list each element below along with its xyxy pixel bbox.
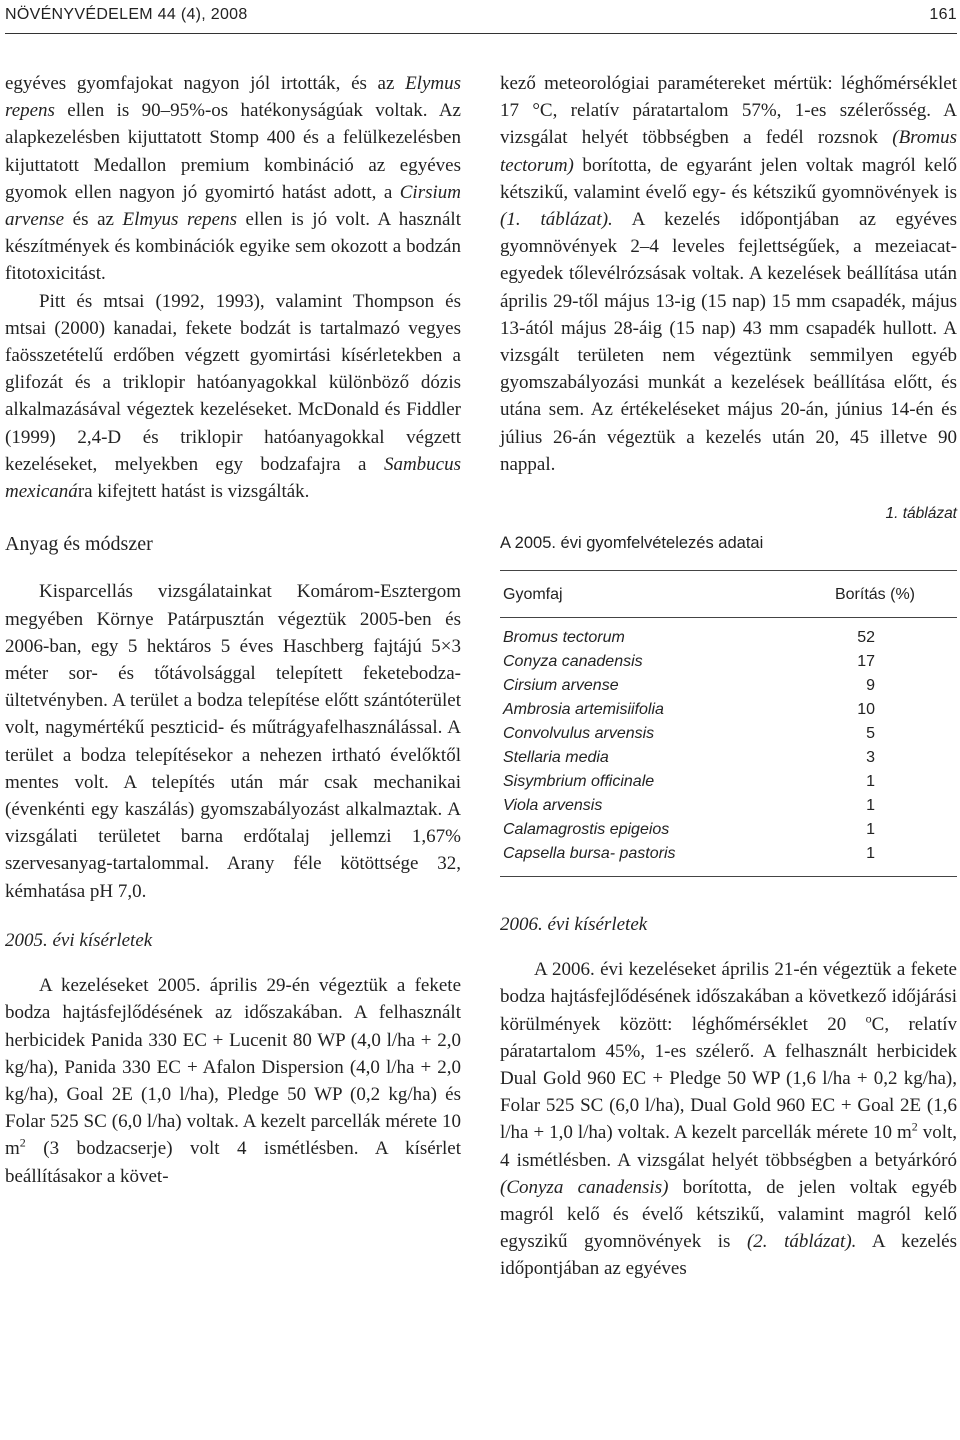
cover-cell: 3: [866, 749, 875, 767]
species-cell: Calamagrostis epigeios: [503, 821, 670, 839]
cover-cell: 52: [857, 629, 875, 647]
section-heading: Anyag és módszer: [5, 533, 153, 556]
paragraph: A kezeléseket 2005. április 29-én végeztük a fekete bodza hajtásfejlődésének az időszakában. A felhasznált herbicidek Panida 330 EC + Lucenit 80 WP (4,0 l/ha + 2,0 kg/ha), Panida 330 EC + Afalon Dispersion (4,0 l/ha + 2,0 kg/ha), Goal 2E (1,0 l/ha), Pledge 50 WP (0,2 kg/ha) és Folar 525 SC (6,0 l/ha) voltak. A kezelt parcellák mérete 10 $m^2$ (3 bodzacserje) volt 4 ismétlésben. A kísérlet beállításakor a követ-: [5, 975, 461, 1187]
species-cell: Conyza canadensis: [503, 653, 643, 671]
column-header-species: Gyomfaj: [500, 571, 770, 618]
running-header: [5, 4, 957, 28]
table-row: [500, 842, 957, 877]
cover-cell: 9: [866, 677, 875, 695]
cover-cell: 1: [770, 842, 957, 877]
table-row: [500, 746, 957, 770]
journal-citation: NÖVÉNYVÉDELEM 44 (4), 2008: [5, 6, 248, 23]
table-row: [500, 674, 957, 698]
cover-cell: 1: [866, 797, 875, 815]
paragraph: Pitt és mtsai (1992, 1993), valamint Thompson és mtsai (2000) kanadai, fekete bodzát is tartalmazó vegyes faösszetételű erdőben végzett gyomirtási kísérletekben a glifozát és a triklopir hatóanyagokkal különböző dózis alkalmazásával végeztek kezeléseket. McDonald és Fiddler (1999) 2,4-D és triklopir hatóanyagokkal végzett kezeléseket, melyekben egy bodzafajra a Sambucus mexicanára kifejtett hatást is vizsgálták.: [5, 290, 461, 503]
left-column: [5, 70, 461, 1190]
column-header-cover: Borítás (%): [770, 571, 957, 618]
table-row: [500, 794, 957, 818]
paragraph: A 2006. évi kezeléseket április 21-én végeztük a fekete bodza hajtásfejlődésének időszakában a következő időjárási körülmények között: léghőmérséklet 20 $^o$C, relatív páratartalom 45%, 1-es szélerő. A felhasznált herbicidek Dual Gold 960 EC + Pledge 50 WP (1,6 l/ha + 0,2 kg/ha), Folar 525 SC (6,0 l/ha), Dual Gold 960 EC + Goal 2E (1,6 l/ha + 1,0 l/ha) voltak. A kezelt parcellák mérete 10 $m^2$ volt, 4 ismétlésben. A vizsgálat helyét többségben a betyárkóró (Conyza canadensis) borította, de jelen voltak egyéb magról kelő és évelő kétszikű, valamint magról kelő egyszikű gyomnövények is (2. táblázat). A kezelés időpontjában az egyéves: [500, 959, 958, 1280]
header-rule: [5, 33, 957, 34]
species-cell: Sisymbrium officinale: [503, 773, 655, 791]
cover-cell: 5: [866, 725, 875, 743]
species-cell: Bromus tectorum: [503, 629, 625, 647]
paragraph: egyéves gyomfajokat nagyon jól irtották, és az Elymus repens ellen is 90–95%-os hatékonyságúak voltak. Az alapkezelésben kijuttatott Stomp 400 és a felülkezelésben kijuttatott Medallon premium kombináció az egyéves gyomok ellen nagyon jó gyomirtó hatást adott, a Cirsium arvense és az Elmyus repens ellen is jó volt. A használt készítmények és kombinációk egyike sem okozott a bodzán fitotoxicitást.: [5, 73, 461, 285]
table-row: [500, 618, 957, 651]
species-cell: Ambrosia artemisiifolia: [503, 701, 664, 719]
species-cell: Cirsium arvense: [503, 677, 619, 695]
subsection-heading: 2005. évi kísérletek: [5, 929, 153, 951]
cover-cell: 1: [866, 821, 875, 839]
page-number: 161: [929, 6, 957, 23]
subsection-heading: 2006. évi kísérletek: [500, 914, 648, 936]
cover-cell: 1: [866, 773, 875, 791]
species-cell: Capsella bursa- pastoris: [500, 842, 770, 877]
table-title: A 2005. évi gyomfelvételezés adatai: [500, 534, 764, 553]
species-cell: Viola arvensis: [503, 797, 603, 815]
table-row: [500, 650, 957, 674]
species-cell: Stellaria media: [503, 749, 609, 767]
table-row: [500, 770, 957, 794]
cover-cell: 10: [857, 701, 875, 719]
table-row: [500, 698, 957, 722]
right-column: [500, 70, 957, 1283]
paragraph: kező meteorológiai paramétereket mértük: léghőmérséklet 17 °C, relatív páratartalom 57%, 1-es szélerősség. A vizsgálat helyét többségben a fedél rozsnok (Bromus tectorum) borította, de egyaránt jelen voltak magról kelő kétszikű, valamint évelő egy- és kétszikű gyomnövények is (1. táblázat). A kezelés időpontjában az egyéves gyomnövények 2–4 leveles fejlettségűek, a mezeiacat-egyedek tőlevélrózsásak voltak. A kezelések beállítása után április 29-től május 13-ig (15 nap) 15 mm csapadék, május 13-ától május 28-áig (15 nap) 43 mm csapadék hullott. A vizsgált területen nem végeztünk semmilyen egyéb gyomszabályozási munkát a kezelések beállítása előtt, és utána sem. Az értékeléseket május 20-án, június 14-én és július 26-án végeztük a kezelés után 20, 45 illetve 90 nappal.: [500, 73, 958, 475]
paragraph: Kisparcellás vizsgálatainkat Komárom-Esztergom megyében Környe Patárpusztán végeztük 2005-ben és 2006-ban, egy 5 hektáros 5 éves Haschberg fajtájú 5×3 méter sor- és tőtávolsággal telepített feketebodza-ültetvényben. A terület a bodza telepítése előtt szántóterület volt, nagymértékű peszticid- és műtrágyafelhasználással. A terület a bodza telepítésekor a nehezen irtható évelőktől mentes volt. A telepítés után már csak mechanikai (évenkénti egy kaszálás) gyomszabályozást alkalmaztak. A vizsgálati területet barna erdőtalaj jellemzi 1,67% szervesanyag-tartalommal. Arany féle kötöttsége 32, kémhatása pH 7,0.: [5, 581, 461, 902]
table-label: 1. táblázat: [885, 505, 957, 523]
table-row: [500, 722, 957, 746]
species-cell: Convolvulus arvensis: [503, 725, 655, 743]
cover-cell: 17: [857, 653, 875, 671]
table-row: [500, 818, 957, 842]
weed-cover-table: [500, 570, 957, 877]
table-header-row: [500, 571, 957, 618]
